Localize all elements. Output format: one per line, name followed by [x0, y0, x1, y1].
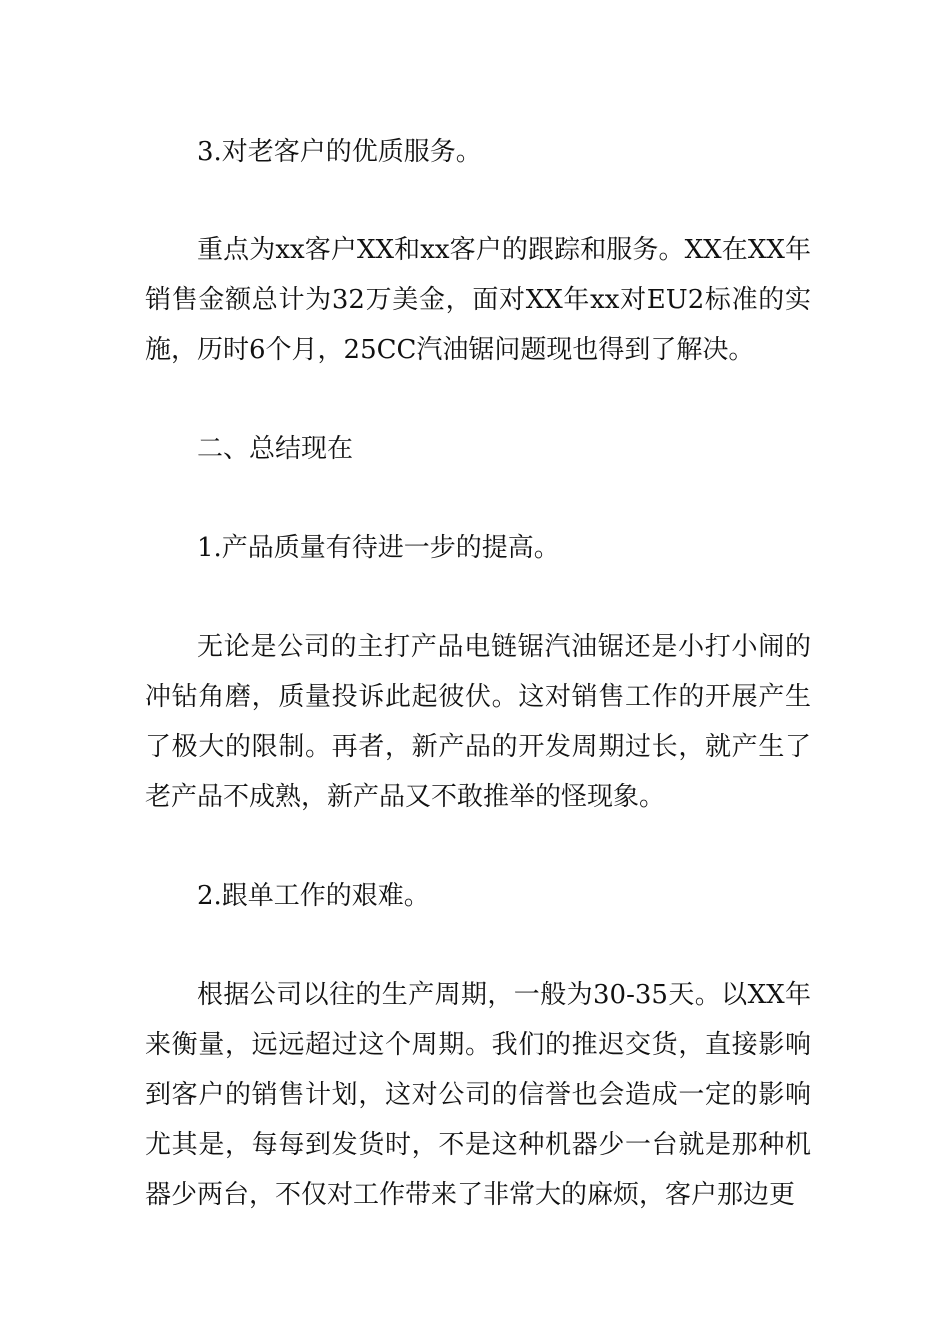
item-3-heading: 3.对老客户的优质服务。	[197, 137, 482, 167]
section-2-heading: 二、总结现在	[197, 434, 354, 464]
section-2-item-2-body: 根据公司以往的生产周期，一般为30-35天。以XX年来衡量，远远超过这个周期。我们的推迟交货，直接影响到客户的销售计划，这对公司的信誉也会造成一定的影响尤其是，每每到发货时，不是这种机器少一台就是那种机器少两台，不仅对工作带来了非常大的麻烦，客户那边更	[145, 980, 811, 1210]
section-2-item-1-heading: 1.产品质量有待进一步的提高。	[197, 533, 560, 563]
section-2-item-1-body: 无论是公司的主打产品电链锯汽油锯还是小打小闹的冲钻角磨，质量投诉此起彼伏。这对销售工作的开展产生了极大的限制。再者，新产品的开发周期过长，就产生了老产品不成熟，新产品又不敢推举的怪现象。	[145, 632, 811, 812]
section-2-item-2-heading: 2.跟单工作的艰难。	[197, 881, 430, 911]
item-3-body: 重点为xx客户XX和xx客户的跟踪和服务。XX在XX年销售金额总计为32万美金，面对XX年xx对EU2标准的实施，历时6个月，25CC汽油锯问题现也得到了解决。	[145, 235, 811, 365]
